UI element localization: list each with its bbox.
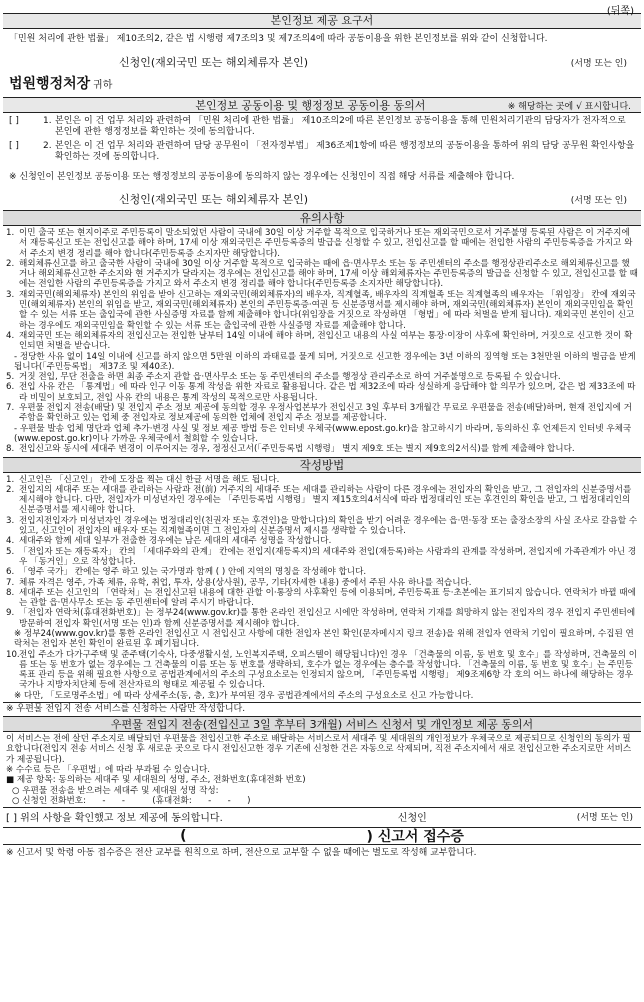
consent-sign-field[interactable]: (서명 또는 인)	[570, 195, 627, 206]
postal-names-input[interactable]	[221, 786, 521, 796]
receipt-left: (	[180, 828, 187, 845]
consent-checkbox-1[interactable]: [ ]	[9, 116, 19, 126]
postal-footer-note: ※ 우편물 전입지 전송 서비스를 신청하는 사람만 작성합니다.	[6, 704, 246, 715]
list-item: 2. 전입지의 세대주 또는 세대를 관리하는 사람과 전(前) 거주지의 세대주 또는 세대를 관리하는 사람이 다른 경우에는 전입자의 확인을 받고, 그 전입자의 신분증명서를 제시해야 합니다. 다만, 전입자가 미성년자인 경우에는 「주민등록법 시행령」 별지 제15호의4서식에 따라 법정대리인 또는 후견인의 확인을 받고, 그 법정대리인의 신분증명서를 제시해야 합니다.	[6, 484, 632, 516]
list-item: 6. 「영주 국가」 칸에는 영주 하고 있는 국가명과 함께 ( ) 안에 지역의 명칭을 작성해야 합니다.	[6, 567, 367, 578]
receipt-note: ※ 신고서 및 학령 아동 접수증은 전산 교부를 원칙으로 하며, 전산으로 교부할 수 없을 때에는 별도로 작성해 교부합니다.	[6, 848, 477, 859]
recipient-suffix: 귀하	[93, 80, 113, 91]
notes-title: 유의사항	[3, 210, 641, 226]
list-item: - 정당한 사유 없이 14일 이내에 신고를 하지 않으면 5만원 이하의 과태료를 물게 되며, 거짓으로 신고한 경우에는 3년 이하의 징역형 또는 3천만원 이하의 벌금을 받게 됩니다(「주민등록법」 제37조 및 제40조).	[14, 351, 636, 372]
notes-list	[3, 226, 641, 455]
list-item: 5. 거짓 전입, 무단 전출을 하면 최종 주소지 관할 읍·면사무소 또는 동 주민센터의 주소를 행정상 관리주소로 하여 거주불명으로 등록될 수 있습니다.	[6, 372, 561, 383]
postal-title: 우편물 전입지 전송(전입신고 3일 후부터 3개월) 서비스 신청서 및 개인정보 제공 동의서	[3, 716, 641, 732]
postal-applicant: 신청인	[397, 813, 427, 825]
list-item: 9. 「전입자 연락처(휴대전화번호)」는 정부24(www.gov.kr)를 통한 온라인 전입신고 시에만 작성하며, 연락처 기재를 희망하지 않는 전입자의 경우 전입지 주민센터에 방문하여 전입자 확인(서명 또는 인)과 함께 신분증명서를 제시해야 합니다.	[6, 608, 636, 629]
postal-line-names: ○ 우편물 전송을 받으려는 세대주 및 세대원 성명 작성:	[6, 786, 638, 796]
postal-line-fee: ※ 수수료 등은 「우편법」에 따라 부과될 수 있습니다.	[6, 764, 210, 775]
consent-warning: ※ 신청인이 본인정보 공동이용 또는 행정정보의 공동이용에 동의하지 않는 경우에는 신청인이 직접 해당 서류를 제출해야 합니다.	[9, 172, 515, 182]
consent-checkbox-2[interactable]: [ ]	[9, 141, 19, 151]
list-item: - 우편물 발송 업체 명단과 업체 추가·변경 사실 및 정보 제공 방법 등은 인터넷 우체국(www.epost.go.kr)을 참고하시기 바라며, 동의하신 후 언제든지 인터넷 우체국(www.epost.go.kr)이나 가까운 우체국에서 철회할 수 있습니다.	[14, 423, 632, 444]
list-item: 1. 신고인은 「신고인」 칸에 도장을 찍는 대신 한글 서명을 해도 됩니다.	[6, 474, 280, 485]
list-item: 4. 재외국민 또는 해외체류자의 전입신고는 전입한 날부터 14일 이내에 해야 하며, 전입신고 내용의 사실 여부는 통장·이장이 사후에 확인하며, 거짓으로 신고한 것이 확인되면 처벌을 받습니다.	[6, 330, 633, 352]
consent-title: 본인정보 공동이용 및 행정정보 공동이용 동의서	[195, 99, 426, 112]
list-item: 8. 전입신고와 동시에 세대주 변경이 이루어지는 경우, 정정신고서(「주민등록법 시행령」 별지 제9호 또는 별지 제9호의2서식)를 함께 제출해야 합니다.	[6, 444, 575, 455]
list-item: 5. 「전입자 또는 재등록자」 칸의 「세대주와의 관계」 칸에는 전입지(재등록지)의 세대주와 전입(재등록)하는 사람과의 관계를 작성하며, 전입지에 가족관계가 아닌 경우 「동거인」으로 작성합니다.	[6, 546, 637, 567]
list-item: 3. 재외국민(해외체류자) 본인의 위임을 받아 신고하는 재외국민(해외체류자)의 배우자, 직계혈족, 배우자의 직계혈족 또는 직계혈족의 배우자는 「위임장」 칸에 재외국민(해외체류자) 본인의 위임을 받고, 재외국민(해외체류자) 본인의 주민등록증·여권 등 신분증명서를 제시해야 하며, 재외국민(해외체류자) 본인이 재외국민임을 확인할 수 있는 서류 또는 출입국에 관한 사실증명 자료를 함께 제출해야 합니다(위임장을 거짓으로 작성하면 「형법」에 따라 처벌을 받게 됩니다). 재외국민 본인이 신고하는 경우에도 재외국민임을 확인할 수 있는 서류 또는 출입국에 관한 사실증명 자료를 제출해야 합니다.	[6, 289, 636, 331]
recipient-name: 법원행정처장	[9, 76, 91, 92]
consent-applicant: 신청인(재외국민 또는 해외체류자 본인)	[119, 193, 309, 206]
list-item: 4. 세대주와 함께 세대 일부가 전출한 경우에는 남은 세대의 세대주 성명을 작성합니다.	[6, 536, 332, 547]
back-label: (뒤쪽)	[606, 6, 634, 17]
method-title: 작성방법	[3, 457, 641, 473]
list-item: 6. 전입 사유 칸은 「통계법」에 따라 인구 이동 통계 작성을 위한 자료로 활용됩니다. 같은 법 제32조에 따라 성실하게 응답해야 할 의무가 있으며, 같은 법 제33조에 따라 비밀이 보호되고, 전입 사유 칸의 내용은 통계 작성의 목적으로만 사용됩니다.	[6, 382, 636, 403]
request-title: 본인정보 제공 요구서	[3, 13, 641, 29]
consent-item-1: [ ] 1. 본인은 이 건 업무 처리와 관련하여 「민원 처리에 관한 법률」 제10조의2에 따른 본인정보 공동이용을 통해 민원처리기관의 담당자가 전자적으로 본인에 관한 행정정보를 확인하는 것에 동의합니다.	[9, 116, 626, 137]
consent-item-2: [ ] 2. 본인은 이 건 업무 처리와 관련하여 담당 공무원이 「전자정부법」 제36조제1항에 따른 행정정보의 공동이용을 통하여 위의 담당 공무원 확인사항을 확인하는 것에 동의합니다.	[9, 141, 635, 162]
postal-phone-field[interactable]: ○ 신청인 전화번호: - - (휴대전화: - - )	[12, 795, 251, 806]
list-item: 8. 세대주 또는 신고인의 「연락처」는 전입신고된 내용에 대한 관할 이·통장의 사후확인 등에 이용되며, 주민등록표 등·초본에는 표기되지 않습니다. 연락처가 바뀔 때에는 관할 읍·면사무소 또는 동 주민센터에 알려 주시기 바랍니다.	[6, 587, 636, 609]
list-item: 10. 전입 주소가 다가구주택 및 준주택(기숙사, 다중생활시설, 노인복지주택, 오피스텔이 해당됩니다)인 경우 「건축물의 이름, 동 번호 및 호수」를 작성하며, 건축물의 이름 또는 동 번호가 없는 경우에는 그 건축물의 이름 또는 동 번호를 생략하되, 호수가 없는 경우에는 층수를 작성합니다. 「건축물의 이름, 동 번호 및 호수」는 주민등록표 관리 등을 위해 필요한 사항으로 공법관계에서의 주소의 구성요소로는 인정되지 않으며, 「주민등록법 시행령」 제9조제6항 각 호의 어느 하나에 해당하는 경우 국가나 지방자치단체 등에 전산자료의 형태로 제공될 수 있습니다.	[6, 649, 638, 691]
method-list	[3, 473, 641, 702]
list-item: 1. 이민 출국 또는 현지이주로 주민등록이 말소되었던 사람이 국내에 30일 이상 거주할 목적으로 입국하거나 또는 재외국민으로서 거주불명 등록된 사람은 이 거주지에서 재등록신고 또는 전입신고를 해야 하며, 17세 이상 재외국민은 주민등록증의 발급을 신청할 수 있고, 전입신고를 할 때에는 전입한 사람의 주민등록증을 가지고 와서 주소지 변경 정리를 해야 합니다(주민등록증 소지자만 해당합니다).	[6, 228, 633, 259]
request-applicant: 신청인(재외국민 또는 해외체류자 본인)	[119, 56, 309, 69]
receipt-title	[3, 827, 641, 845]
consent-note: ※ 해당하는 곳에 √ 표시합니다.	[507, 101, 631, 112]
postal-text: 이 서비스는 전에 살던 주소지로 배달되던 우편물을 전입신고한 주소로 배달하는 서비스로서 세대주 및 세대원의 개인정보가 우체국으로 제공되므로 신청인의 동의가 필요합니다(전입지 전송 서비스 신청 후 새로운 곳으로 다시 전입신고한 경우 기존에 신청한 건은 자동으로 삭제되며, 직전 주소지에서 새로 전입신고한 주소지로만 서비스가 제공됩니다).	[6, 734, 632, 765]
postal-line-items: ■ 제공 항목: 동의하는 세대주 및 세대원의 성명, 주소, 전화번호(휴대전화 번호)	[6, 775, 306, 786]
postal-confirm-checkbox[interactable]: [ ] 위의 사항을 확인했고 정보 제공에 동의합니다.	[6, 813, 223, 825]
request-sign-field[interactable]: (서명 또는 인)	[570, 58, 627, 69]
list-item: 7. 우편물 전입지 전송(배달) 및 전입지 주소 정보 제공에 동의할 경우 우정사업본부가 전입신고 3일 후부터 3개월간 무료로 우편물을 전송(배달)하며, 현재 전입지에 거주함을 확인하고 있는 업체 중 전입자로 정보제공에 동의한 업체에 전입지 주소 정보를 제공합니다.	[6, 403, 633, 424]
consent-title-bar	[3, 97, 641, 113]
list-item: ※ 다만, 「도로명주소법」에 따라 상세주소(동, 층, 호)가 부여된 경우 공법관계에서의 주소의 구성요소로 신고 가능합니다.	[14, 690, 474, 701]
list-item: 2. 해외체류신고를 하고 출국한 사람이 국내에 30일 이상 거주할 목적으로 입국하는 때에 읍·면사무소 또는 동 주민센터의 주소를 행정상관리주소로 해외체류신고를 했거나 해외체류신고한 주소지와 현 거주지가 달라지는 경우에는 전입신고를 해야 하며, 17세 이상 해외체류자는 주민등록증의 발급을 신청할 수 있고, 전입신고를 할 때에는 전입한 사람의 주민등록증을 가지고 와서 주소지 변경 정리를 해야 합니다(주민등록증 소지자만 해당합니다).	[6, 258, 638, 290]
list-item: 3. 전입지전입자가 미성년자인 경우에는 법정대리인(친권자 또는 후견인)을 말합니다)의 확인을 받기 어려운 경우에는 읍·면·동장 또는 출장소장의 사실 조사로 갈음할 수 있고, 신고인이 전입자의 배우자 또는 직계혈족이면 그 전입자의 신분증명서 제시를 생략할 수 있습니다.	[6, 515, 638, 537]
receipt-right: ) 신고서 접수증	[366, 829, 464, 846]
postal-sign-field[interactable]: (서명 또는 인)	[576, 813, 633, 824]
list-item: ※ 정부24(www.gov.kr)를 통한 온라인 전입신고 시 전입신고 사항에 대한 전입자 본인 확인(문자메시지 링크 전송)을 위해 전입자 연락처 기입이 필요하며, 수집된 연락처는 전입자 본인 확인이 완료된 후 폐기됩니다.	[14, 628, 634, 650]
request-text: 「민원 처리에 관한 법률」 제10조의2, 같은 법 시행령 제7조의3 및 제7조의4에 따라 공동이용을 위한 본인정보를 위와 같이 신청합니다.	[9, 34, 548, 44]
list-item: 7. 체류 자격은 영주, 가족 체류, 유학, 취업, 투자, 상용(상사원), 공무, 기타(자세한 내용) 중에서 주된 사유 하나를 적습니다.	[6, 577, 472, 588]
